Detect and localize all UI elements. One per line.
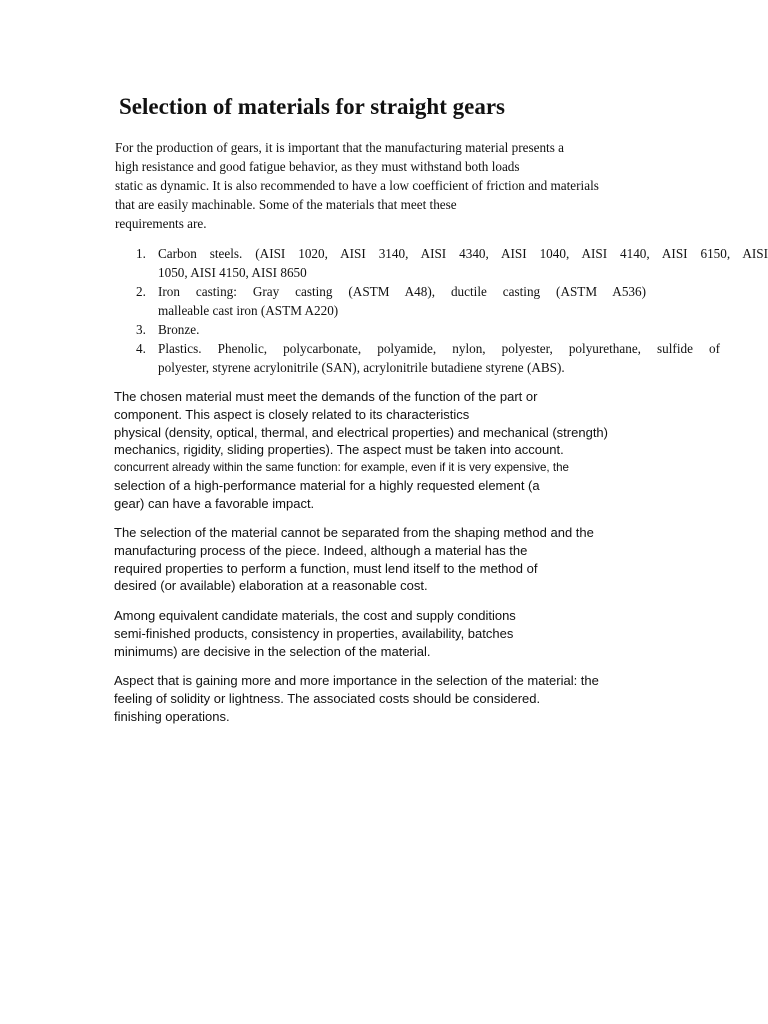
paragraph-line: finishing operations.: [114, 708, 230, 724]
paragraph-line: The selection of the material cannot be separated from the shaping method and the: [114, 525, 594, 540]
paragraph-line: The chosen material must meet the demands of the function of the part or: [114, 389, 538, 404]
list-item-number: 4.: [136, 341, 146, 356]
paragraph-line: mechanics, rigidity, sliding properties). The aspect must be taken into account.: [114, 442, 564, 458]
intro-line: For the production of gears, it is important that the manufacturing material presents a: [115, 140, 564, 155]
paragraph-line: semi-finished products, consistency in properties, availability, batches: [114, 625, 514, 641]
paragraph-line: component. This aspect is closely related to its characteristics: [114, 406, 470, 422]
list-item-text: Carbon steels. (AISI 1020, AISI 3140, AISI 4340, AISI 1040, AISI 4140, AISI 6150, AISI: [158, 246, 768, 261]
paragraph-function: [114, 388, 608, 513]
paragraph-line: manufacturing process of the piece. Indeed, although a material has the: [114, 542, 528, 558]
list-item: [136, 282, 646, 320]
intro-line: high resistance and good fatigue behavior, as they must withstand both loads: [115, 159, 520, 174]
list-item-text: Bronze.: [158, 322, 200, 337]
list-item: [136, 339, 720, 377]
paragraph-cost: [114, 607, 516, 660]
list-item-text: polyester, styrene acrylonitrile (SAN), acrylonitrile butadiene styrene (ABS).: [158, 360, 565, 375]
paragraph-line: desired (or available) elaboration at a reasonable cost.: [114, 578, 428, 594]
intro-line: requirements are.: [115, 216, 207, 231]
intro-line: static as dynamic. It is also recommended to have a low coefficient of friction and materials: [115, 178, 599, 193]
paragraph-shaping: [114, 524, 594, 595]
list-item-text: 1050, AISI 4150, AISI 8650: [158, 265, 307, 280]
paragraph-line: required properties to perform a function, must lend itself to the method of: [114, 560, 538, 576]
paragraph-line: minimums) are decisive in the selection of the material.: [114, 643, 431, 659]
paragraph-line: concurrent already within the same function: for example, even if it is very expensive, the: [114, 461, 569, 475]
paragraph-aspect: [114, 672, 599, 725]
materials-list: [136, 244, 768, 377]
paragraph-line: feeling of solidity or lightness. The associated costs should be considered.: [114, 690, 541, 706]
intro-line: that are easily machinable. Some of the materials that meet these: [115, 197, 457, 212]
intro-paragraph: [115, 138, 599, 233]
paragraph-line: Among equivalent candidate materials, the cost and supply conditions: [114, 608, 516, 623]
list-item-number: 3.: [136, 322, 146, 337]
paragraph-line: physical (density, optical, thermal, and electrical properties) and mechanical (strength): [114, 424, 608, 440]
list-item-number: 2.: [136, 284, 146, 299]
list-item: [136, 244, 768, 282]
paragraph-line: Aspect that is gaining more and more importance in the selection of the material: the: [114, 673, 599, 688]
page-title: Selection of materials for straight gears: [119, 94, 506, 119]
list-item: [136, 320, 720, 339]
list-item-text: Plastics. Phenolic, polycarbonate, polyamide, nylon, polyester, polyurethane, sulfide of: [158, 341, 720, 356]
list-item-text: malleable cast iron (ASTM A220): [158, 303, 339, 318]
list-item-text: Iron casting: Gray casting (ASTM A48), ductile casting (ASTM A536): [158, 284, 646, 299]
paragraph-line: selection of a high-performance material for a highly requested element (a: [114, 477, 540, 493]
list-item-number: 1.: [136, 246, 146, 261]
paragraph-line: gear) can have a favorable impact.: [114, 495, 315, 511]
